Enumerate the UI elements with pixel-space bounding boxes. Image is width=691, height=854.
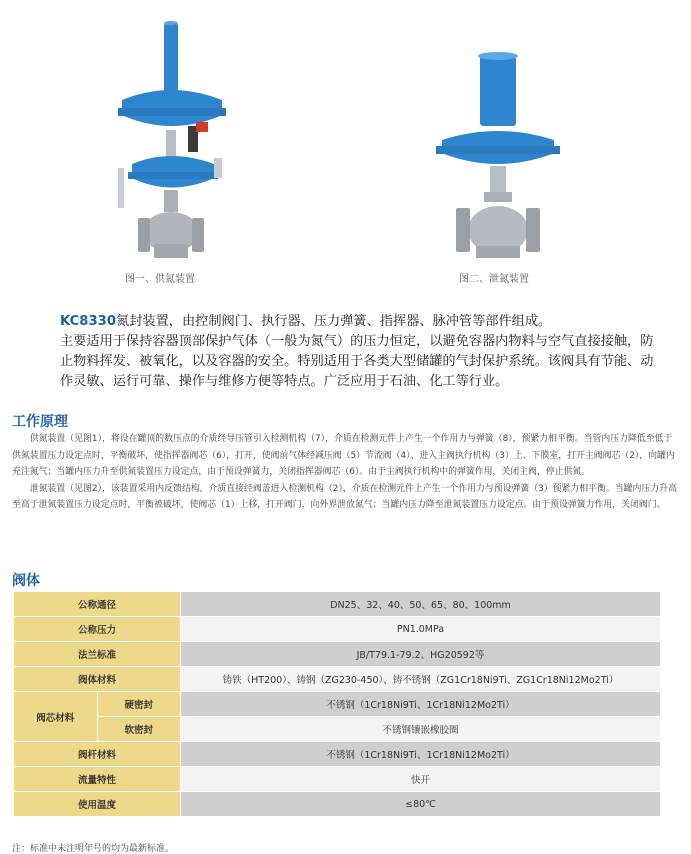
footnote: 注：标准中未注明年号的均为最新标准。 bbox=[12, 844, 175, 854]
row-label: 流量特性 bbox=[14, 767, 181, 792]
row-value: ≤80℃ bbox=[181, 792, 661, 817]
model-number: KC8330 bbox=[60, 314, 117, 329]
table-row bbox=[14, 767, 661, 792]
table-row bbox=[14, 617, 661, 642]
figure-area bbox=[0, 0, 691, 290]
row-label: 公称通径 bbox=[14, 592, 181, 617]
row-value: 快开 bbox=[181, 767, 661, 792]
nitrogen-release-valve-image bbox=[430, 18, 580, 263]
working-principle-title: 工作原理 bbox=[12, 414, 68, 430]
row-value: 铸铁（HT200）、铸钢（ZG230-450）、铸不锈钢（ZG1Cr18Ni9Ti、ZG1Cr18Ni12Mo2Ti） bbox=[181, 667, 661, 692]
row-value: DN25、32、40、50、65、80、100mm bbox=[181, 592, 661, 617]
intro-text bbox=[35, 312, 665, 392]
row-label: 阀芯材料 bbox=[14, 692, 98, 742]
intro-line1: 氮封装置，由控制阀门、执行器、压力弹簧、指挥器、脉冲管等部件组成。 bbox=[116, 314, 552, 329]
principle-para2: 泄氮装置（见图2），该装置采用内反馈结构，介质直接经阀盖进入检测机构（2），介质在检测元件上产生一个作用力与预设弹簧（3）预紧力相平衡。当罐内压力升高至高于泄氮装置压力设定点时，平衡被破坏，使阀芯（1）上移，打开阀门，向外界泄放氮气；当罐内压力降至泄氮装置压力设定点。由于预设弹簧力作用，关闭阀门。 bbox=[12, 483, 677, 510]
figure1-caption: 图一、供氮装置 bbox=[125, 274, 195, 285]
row-label: 使用温度 bbox=[14, 792, 181, 817]
table-row bbox=[14, 642, 661, 667]
table-row bbox=[14, 667, 661, 692]
row-value: 不锈钢（1Cr18Ni9Ti、1Cr18Ni12Mo2Ti） bbox=[181, 692, 661, 717]
row-sublabel: 硬密封 bbox=[97, 692, 181, 717]
figure2-caption: 图二、泄氮装置 bbox=[459, 274, 529, 285]
row-label: 阀体材料 bbox=[14, 667, 181, 692]
intro-para2: 主要适用于保持容器顶部保护气体（一般为氮气）的压力恒定，以避免容器内物料与空气直接接触，防止物料挥发、被氧化，以及容器的安全。特别适用于各类大型储罐的气封保护系统。该阀具有节能、动作灵敏、运行可靠、操作与维修方便等特点。广泛应用于石油、化工等行业。 bbox=[60, 334, 654, 389]
table-row bbox=[14, 717, 661, 742]
row-label: 公称压力 bbox=[14, 617, 181, 642]
table-row bbox=[14, 592, 661, 617]
spec-table bbox=[13, 591, 661, 817]
row-value: JB/T79.1-79.2、HG20592等 bbox=[181, 642, 661, 667]
working-principle-text bbox=[12, 431, 677, 514]
row-value: 不锈钢镶嵌橡胶圈 bbox=[181, 717, 661, 742]
row-value: PN1.0MPa bbox=[181, 617, 661, 642]
row-value: 不锈钢（1Cr18Ni9Ti、1Cr18Ni12Mo2Ti） bbox=[181, 742, 661, 767]
row-label: 阀杆材料 bbox=[14, 742, 181, 767]
table-row bbox=[14, 742, 661, 767]
principle-para1: 供氮装置（见图1），将设在罐顶的数压点的介质经导压管引入检测机构（7），介质在检测元件上产生一个作用力与弹簧（8），预紧力相平衡。当管内压力降低至低于供氮装置压力设定点时，平衡破坏，使指挥器阀芯（6），打开，使阀前气体经减压阀（5）节流阀（4）、进入主阀执行机构（3）上、下膜室，打开主阀阀芯（2），向罐内充注氮气；当罐内压力升至供氮装置压力设定点，由于预设弹簧力，关闭指挥器阀芯（6）。由于主阀执行机构中的弹簧作用，关闭主阀，停止供氮。 bbox=[12, 434, 675, 477]
table-row bbox=[14, 792, 661, 817]
row-sublabel: 软密封 bbox=[97, 717, 181, 742]
table-row bbox=[14, 692, 661, 717]
nitrogen-supply-valve-image bbox=[110, 18, 250, 263]
valve-body-title: 阀体 bbox=[12, 573, 40, 589]
row-label: 法兰标准 bbox=[14, 642, 181, 667]
